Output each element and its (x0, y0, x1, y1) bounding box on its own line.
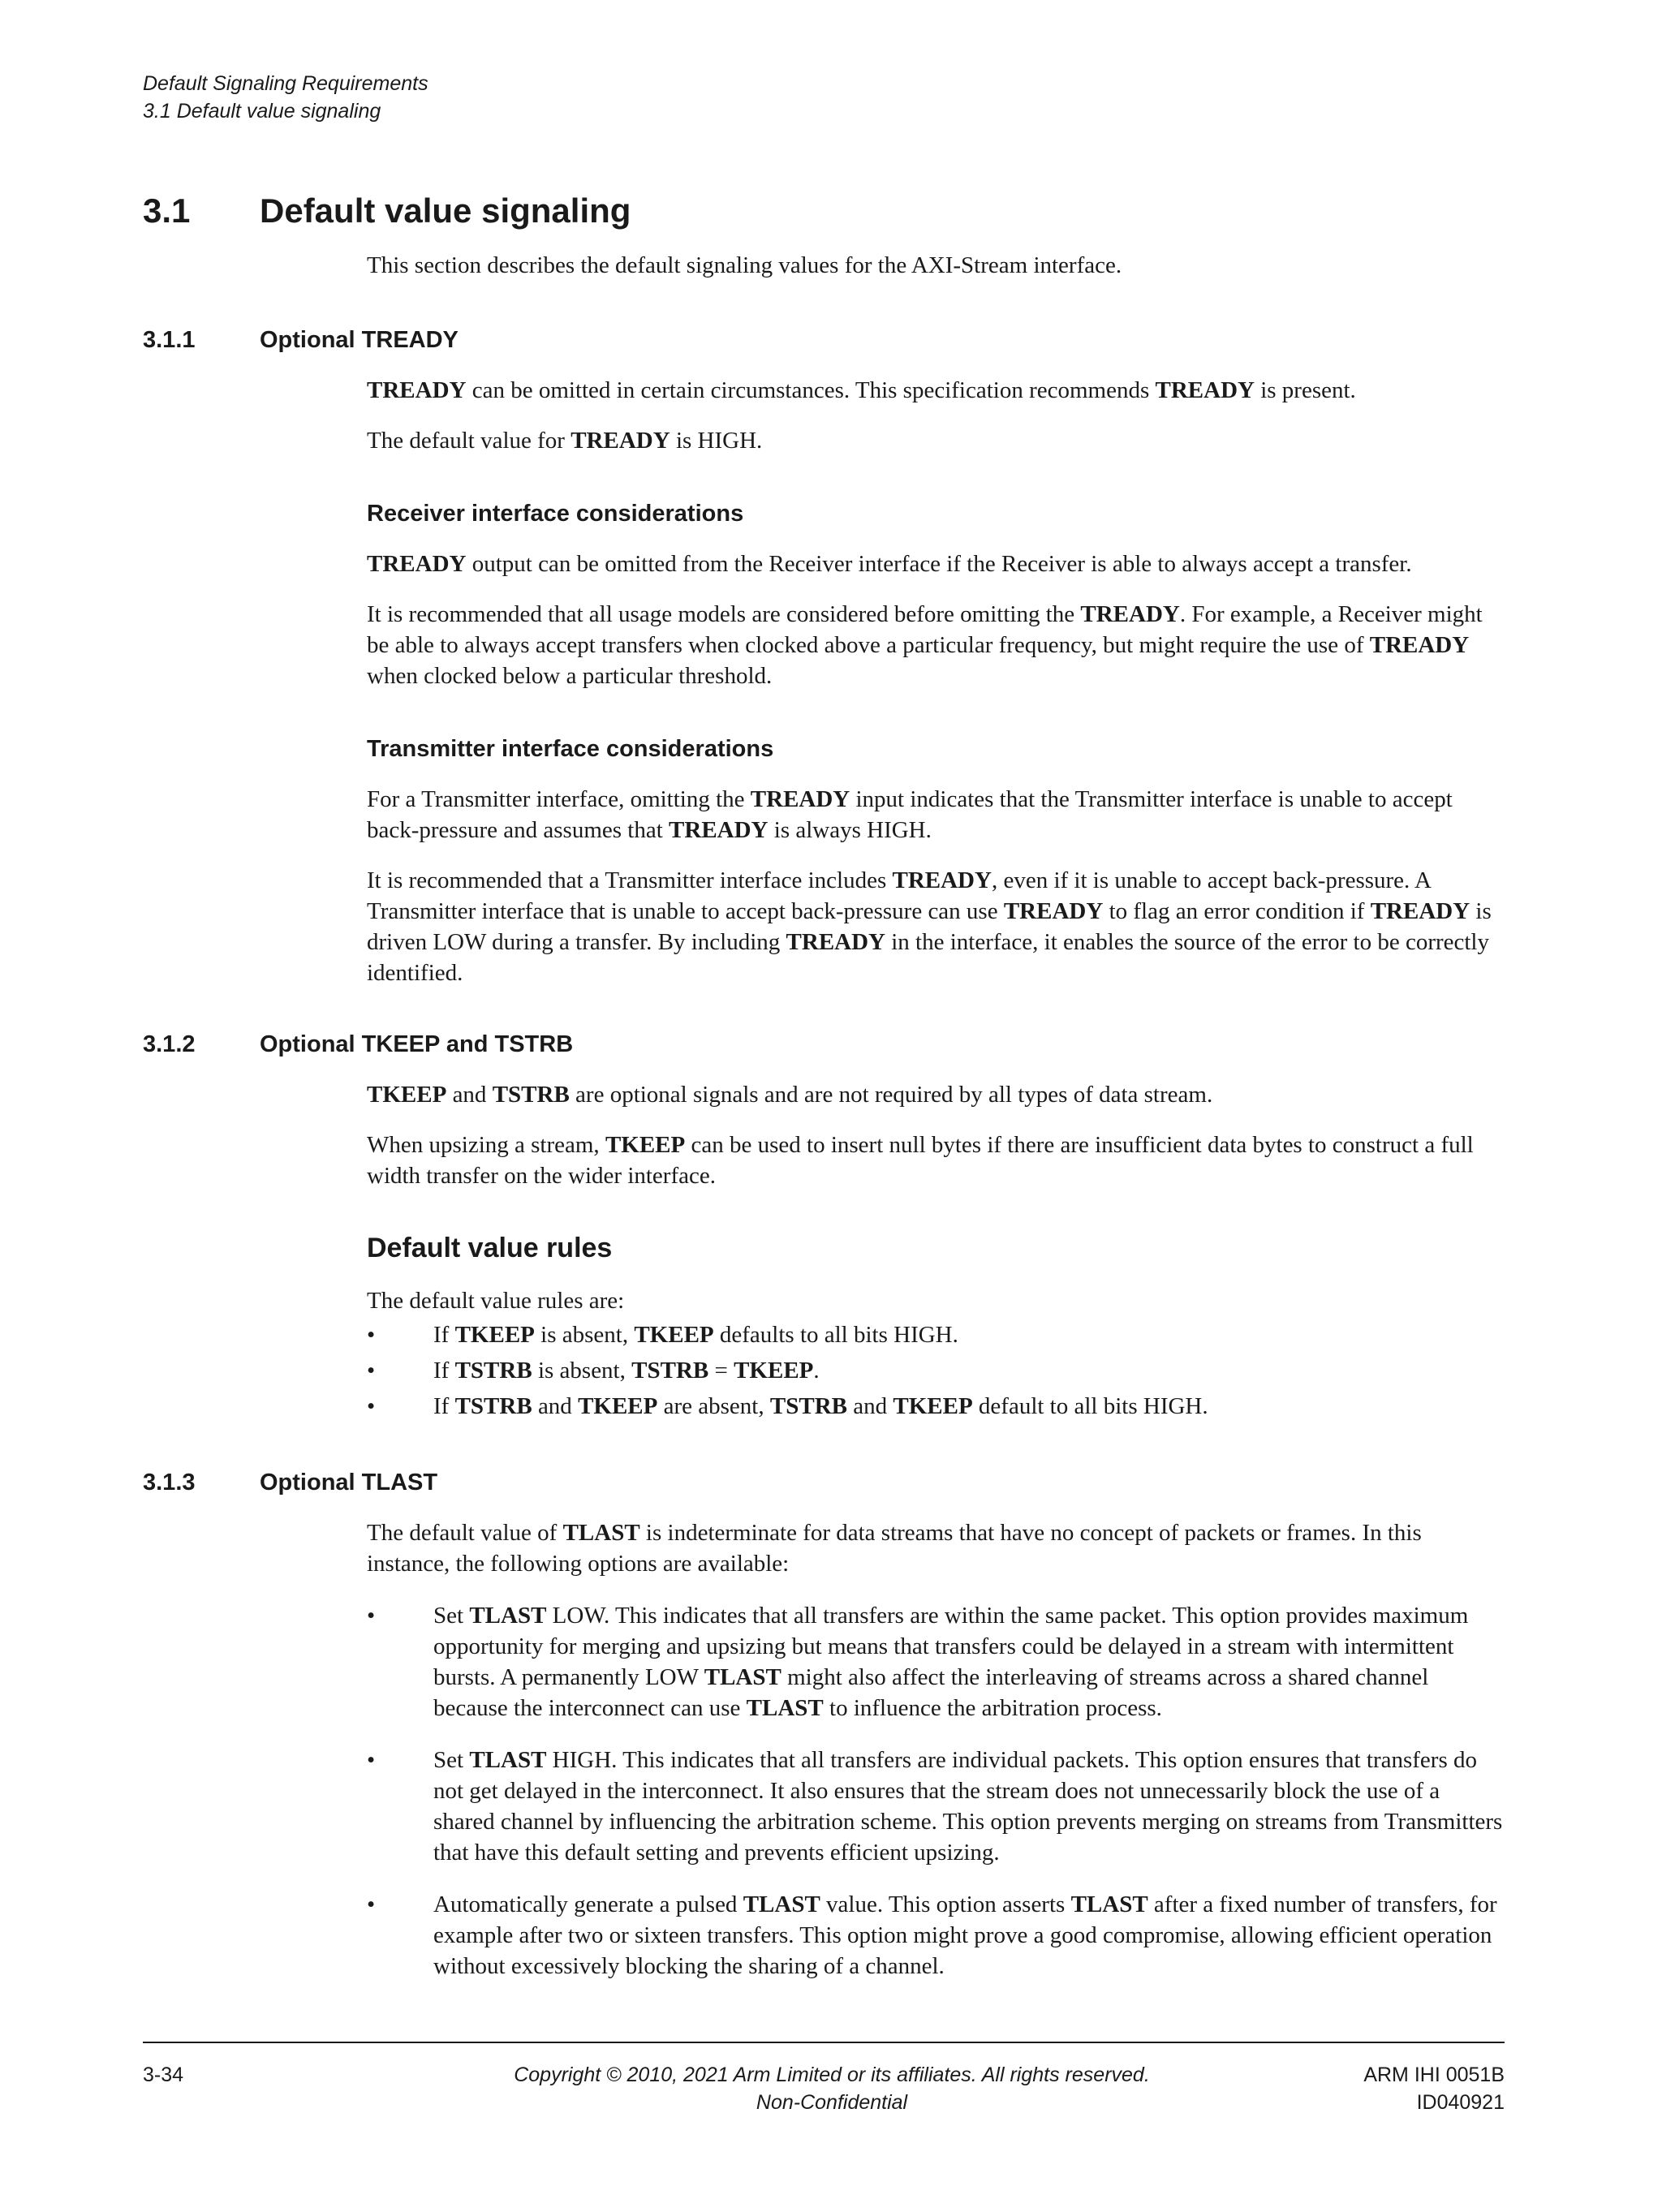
subsection-heading-313 (143, 1467, 1522, 1498)
signal-name: TREADY (1370, 898, 1470, 924)
bullet-marker: • (367, 1747, 376, 1773)
section-intro: This section describes the default signaling values for the AXI-Stream interface. (367, 252, 1122, 278)
footer-rule (143, 2042, 1505, 2043)
paragraph: For a Transmitter interface, omitting the TREADY input indicates that the Transmitter interface is unable to accept back-pressure and assumes that TREADY is always HIGH. (367, 786, 1453, 843)
subsection-heading-311 (143, 325, 1522, 355)
signal-name: TKEEP (893, 1393, 973, 1419)
signal-name: TREADY (571, 428, 670, 454)
signal-name: TLAST (1070, 1891, 1148, 1917)
subsection-number: 3.1.2 (143, 1031, 196, 1057)
transmitter-considerations-heading: Transmitter interface considerations (367, 736, 774, 762)
receiver-considerations-heading: Receiver interface considerations (367, 501, 744, 527)
document-id: ARM IHI 0051B (1363, 2064, 1505, 2086)
signal-name: TREADY (750, 786, 850, 812)
signal-name: TKEEP (578, 1393, 658, 1419)
paragraph: The default value of TLAST is indeterminate for data streams that have no concept of packets or frames. In this instance, the following options are available: (367, 1520, 1422, 1577)
signal-name: TLAST (743, 1891, 820, 1917)
signal-name: TSTRB (492, 1082, 570, 1108)
default-value-rules-heading: Default value rules (367, 1233, 613, 1263)
bullet-marker: • (367, 1358, 376, 1384)
subsection-title: Optional TLAST (260, 1470, 438, 1495)
bullet-marker: • (367, 1322, 376, 1348)
signal-name: TKEEP (367, 1082, 447, 1108)
confidentiality-notice: Non-Confidential (756, 2091, 908, 2114)
signal-name: TLAST (469, 1603, 547, 1629)
bullet-marker: • (367, 1603, 376, 1629)
paragraph: When upsizing a stream, TKEEP can be used to insert null bytes if there are insufficient data bytes to construct a full width transfer on the wider interface. (367, 1132, 1474, 1189)
signal-name: TLAST (469, 1747, 547, 1773)
signal-name: TSTRB (454, 1358, 532, 1384)
issue-id: ID040921 (1416, 2091, 1505, 2114)
signal-name: TREADY (367, 551, 467, 577)
paragraph: The default value for TREADY is HIGH. (367, 428, 763, 454)
subsection-title: Optional TREADY (260, 327, 459, 353)
signal-name: TREADY (1369, 632, 1470, 658)
signal-name: TLAST (562, 1520, 640, 1546)
signal-name: TLAST (746, 1695, 824, 1721)
subsection-number: 3.1.1 (143, 327, 196, 353)
running-header-section: 3.1 Default value signaling (143, 100, 381, 123)
bullet-marker: • (367, 1393, 376, 1419)
signal-name: TKEEP (454, 1322, 535, 1348)
signal-name: TLAST (704, 1664, 781, 1690)
paragraph: It is recommended that a Transmitter interface includes TREADY, even if it is unable to accept back-pressure. A Transmitter interface that is unable to accept back-pressure can use TREADY to flag an error condition if TREADY is driven LOW during a transfer. By including TREADY in the interface, it enables the source of the error to be correctly identified. (367, 867, 1492, 986)
section-number: 3.1 (143, 192, 191, 230)
signal-name: TREADY (1080, 601, 1180, 627)
paragraph: It is recommended that all usage models are considered before omitting the TREADY. For example, a Receiver might be able to always accept transfers when clocked above a particular frequency, but might require the use of TREADY when clocked below a particular threshold. (367, 601, 1483, 689)
signal-name: TREADY (669, 817, 769, 843)
subsection-number: 3.1.3 (143, 1470, 196, 1495)
signal-name: TKEEP (605, 1132, 686, 1158)
signal-name: TSTRB (454, 1393, 532, 1419)
signal-name: TREADY (367, 377, 467, 403)
paragraph: TKEEP and TSTRB are optional signals and are not required by all types of data stream. (367, 1082, 1213, 1108)
copyright-notice: Copyright © 2010, 2021 Arm Limited or its affiliates. All rights reserved. (514, 2064, 1150, 2086)
page-number: 3-34 (143, 2064, 184, 2086)
running-header-chapter: Default Signaling Requirements (143, 72, 428, 95)
section-heading (143, 188, 631, 234)
signal-name: TREADY (1155, 377, 1255, 403)
subsection-heading-312 (143, 1029, 1522, 1060)
document-page: Default Signaling Requirements 3.1 Default value signaling 3.1 Default value signaling This section describes the default signaling values for the AXI-Stream interface. 3.1.1 Optional TREADY TREADY can be omitted in certain circumstances. This specification recommends TREADY is present. The default value for TREADY is HIGH. Receiver interface considerations TREADY output can be omitted from the Receiver interface if the Receiver is able to always accept a transfer. It is recommended that all usage models are considered before omitting the TREADY. For example, a Receiver might be able to always accept transfers when clocked above a particular frequency, but might require the use of TREADY when clocked below a particular threshold. Transmitter interface considerations For a Transmitter interface, omitting the TREADY input indicates that the Transmitter interface is unable to accept back-pressure and assumes that TREADY is always HIGH. It is recommended that a Transmitter interface includes TREADY, even if it is unable to accept back-pressure. A Transmitter interface that is unable to accept back-pressure can use TREADY to flag an error condition if TREADY is driven LOW during a transfer. By including TREADY in the interface, it enables the source of the error to be correctly identified. 3.1.2 Optional TKEEP and TSTRB TKEEP and TSTRB are optional signals and are not required by all types of data stream. When upsizing a stream, TKEEP can be used to insert null bytes if there are insufficient data bytes to construct a full width transfer on the wider interface. Default value rules The default value rules are: • If TKEEP is absent, TKEEP defaults to all bits HIGH. • If TSTRB is absent, TSTRB = TKEEP. • If TSTRB and TKEEP are absent, TSTRB and TKEEP default to all bits HIGH. 3.1.3 Optional TLAST The default value of TLAST is indeterminate for data streams that have no concept of packets or frames. In this instance, the following options are available: • Set TLAST LOW. This indicates that all transfers are within the same packet. This option provides maximum opportunity for merging and upsizing but means that transfers could be delayed in a stream with intermittent bursts. A permanently LOW TLAST might also affect the interleaving of streams across a shared channel because the interconnect can use TLAST to influence the arbitration process. • Set TLAST HIGH. This indicates that all transfers are individual packets. This option ensures that transfers do not get delayed in the interconnect. It also ensures that the stream does not unnecessarily block the use of a shared channel by influencing the arbitration scheme. This option prevents merging on streams from Transmitters that have this default setting and prevents efficient upsizing. • Automatically generate a pulsed TLAST value. This option asserts TLAST after a fixed number of transfers, for example after two or sixteen transfers. This option might prove a good compromise, allowing efficient operation without excessively blocking the sharing of a channel. 3-34 Copyright © 2010, 2021 Arm Limited or its affiliates. All rights reserved. Non-Confidential ARM IHI 0051B ID040921 (0, 0, 1662, 2212)
subsection-title: Optional TKEEP and TSTRB (260, 1031, 574, 1057)
rules-intro: The default value rules are: (367, 1288, 625, 1314)
signal-name: TSTRB (631, 1358, 709, 1384)
signal-name: TSTRB (769, 1393, 847, 1419)
section-title: Default value signaling (260, 192, 631, 230)
bullet-marker: • (367, 1891, 376, 1917)
signal-name: TREADY (892, 867, 992, 893)
signal-name: TREADY (786, 929, 885, 955)
signal-name: TKEEP (734, 1358, 814, 1384)
signal-name: TREADY (1003, 898, 1104, 924)
paragraph: TREADY output can be omitted from the Receiver interface if the Receiver is able to always accept a transfer. (367, 551, 1412, 577)
signal-name: TKEEP (634, 1322, 714, 1348)
paragraph: TREADY can be omitted in certain circumstances. This specification recommends TREADY is present. (367, 377, 1356, 403)
